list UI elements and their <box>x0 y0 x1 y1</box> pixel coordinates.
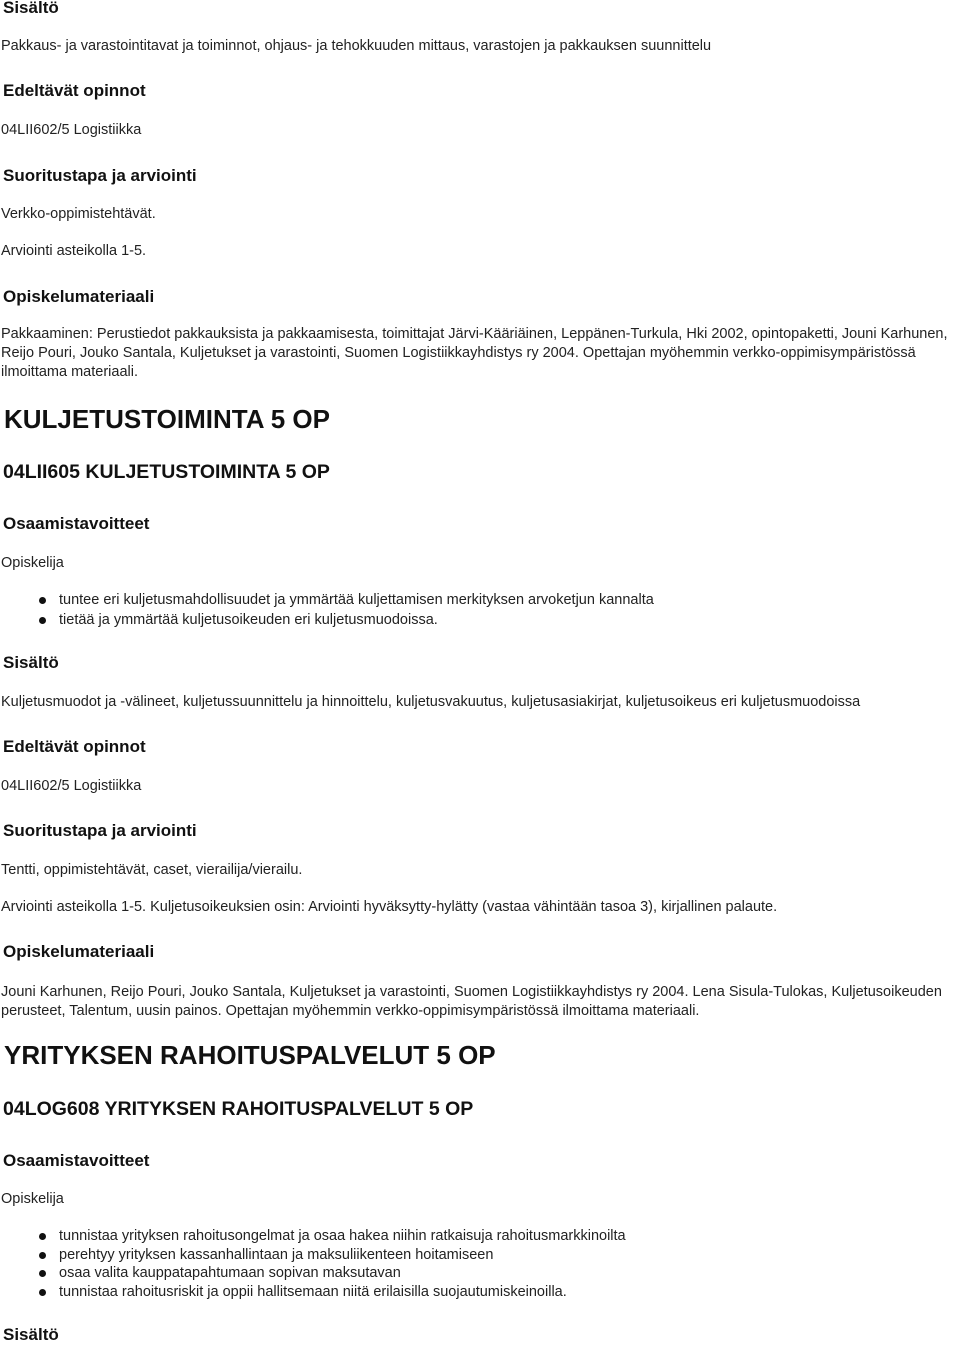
content-heading: Sisältö <box>3 0 59 17</box>
assessment-text: Tentti, oppimistehtävät, caset, vierailija/vierailu. <box>1 862 303 878</box>
prerequisites-text: 04LII602/5 Logistiikka <box>1 778 142 794</box>
outcomes-heading: Osaamistavoitteet <box>3 1151 150 1170</box>
student-label: Opiskelija <box>1 555 64 571</box>
bullet-icon <box>39 597 46 604</box>
bullet-icon <box>39 1289 46 1296</box>
student-label: Opiskelija <box>1 1191 64 1207</box>
list-item: perehtyy yrityksen kassanhallintaan ja maksuliikenteen hoitamiseen <box>0 1246 626 1265</box>
prerequisites-heading: Edeltävät opinnot <box>3 737 146 756</box>
course-title: KULJETUSTOIMINTA 5 OP <box>4 404 330 434</box>
list-item: tuntee eri kuljetusmahdollisuudet ja ymmärtää kuljettamisen merkityksen arvoketjun kannalta <box>0 591 654 611</box>
course-code-title: 04LII605 KULJETUSTOIMINTA 5 OP <box>3 461 330 483</box>
assessment-grading-text: Arviointi asteikolla 1-5. <box>1 243 147 259</box>
list-item: tietää ja ymmärtää kuljetusoikeuden eri kuljetusmuodoissa. <box>0 611 654 631</box>
prerequisites-heading: Edeltävät opinnot <box>3 81 146 100</box>
assessment-heading: Suoritustapa ja arviointi <box>3 821 197 840</box>
outcomes-list <box>0 1227 626 1301</box>
materials-text: Pakkaaminen: Perustiedot pakkauksista ja pakkaamisesta, toimittajat Järvi-Kääriäinen, Leppänen-Turkula, Hki 2002, opintopaketti, Jouni Karhunen, Reijo Pouri, Jouko Santala, Kuljetukset ja varastointi, Suomen Logistiikkayhdistys ry 2004. Opettajan myöhemmin verkko-oppimisympäristössä ilmoittama materiaali. <box>1 326 948 380</box>
assessment-grading-text: Arviointi asteikolla 1-5. Kuljetusoikeuksien osin: Arviointi hyväksytty-hylätty (vastaa vähintään tasoa 3), kirjallinen palaute. <box>1 899 778 915</box>
assessment-text: Verkko-oppimistehtävät. <box>1 206 156 222</box>
assessment-heading: Suoritustapa ja arviointi <box>3 166 197 185</box>
list-item: tunnistaa rahoitusriskit ja oppii hallitsemaan niitä erilaisilla suojautumiskeinoilla. <box>0 1283 626 1302</box>
bullet-icon <box>39 1252 46 1259</box>
bullet-icon <box>39 1270 46 1277</box>
list-item: tunnistaa yrityksen rahoitusongelmat ja osaa hakea niihin ratkaisuja rahoitusmarkkinoilta <box>0 1227 626 1246</box>
course-title: YRITYKSEN RAHOITUSPALVELUT 5 OP <box>4 1040 496 1070</box>
outcomes-heading: Osaamistavoitteet <box>3 514 150 533</box>
materials-heading: Opiskelumateriaali <box>3 942 155 961</box>
course-code-title: 04LOG608 YRITYKSEN RAHOITUSPALVELUT 5 OP <box>3 1098 474 1120</box>
content-heading: Sisältö <box>3 1325 59 1344</box>
list-item: osaa valita kauppatapahtumaan sopivan maksutavan <box>0 1264 626 1283</box>
materials-text: Jouni Karhunen, Reijo Pouri, Jouko Santala, Kuljetukset ja varastointi, Suomen Logistiikkayhdistys ry 2004. Lena Sisula-Tulokas, Kuljetusoikeuden perusteet, Talentum, uusin painos. Opettajan myöhemmin verkko-oppimisympäristössä ilmoittama materiaali. <box>1 984 942 1019</box>
content-heading: Sisältö <box>3 653 59 672</box>
prerequisites-text: 04LII602/5 Logistiikka <box>1 122 142 138</box>
outcomes-list <box>0 591 654 630</box>
materials-heading: Opiskelumateriaali <box>3 287 155 306</box>
bullet-icon <box>39 1233 46 1240</box>
bullet-icon <box>39 617 46 624</box>
content-text: Pakkaus- ja varastointitavat ja toiminnot, ohjaus- ja tehokkuuden mittaus, varastojen ja pakkauksen suunnittelu <box>1 38 712 54</box>
content-text: Kuljetusmuodot ja -välineet, kuljetussuunnittelu ja hinnoittelu, kuljetusvakuutus, kuljetusasiakirjat, kuljetusoikeus eri kuljetusmuodoissa <box>1 694 861 710</box>
